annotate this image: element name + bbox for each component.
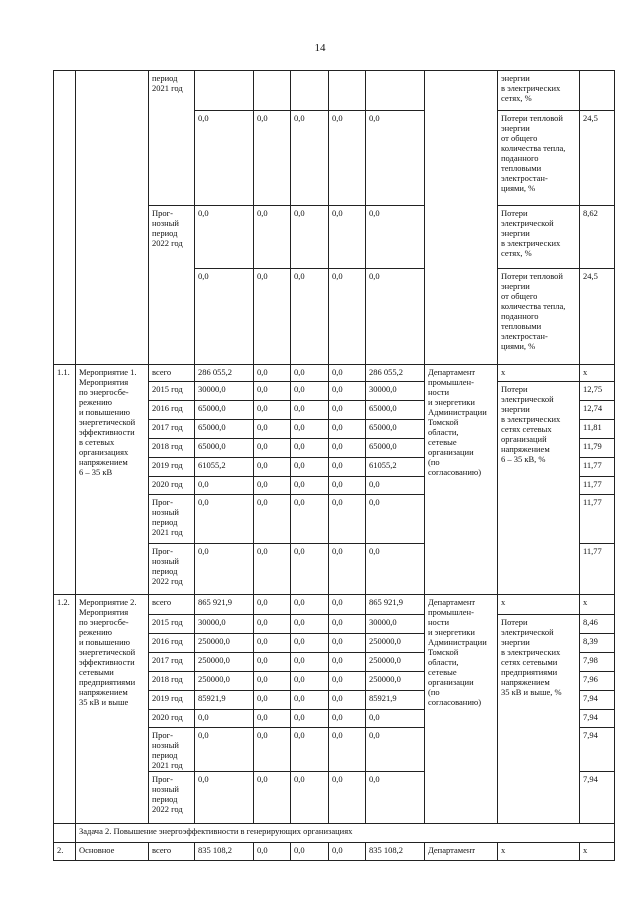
target-value-cell: 12,75	[580, 382, 615, 401]
task-title-cell: Задача 2. Повышение энергоэффективности в генерирующих организациях	[76, 824, 615, 843]
federal-budget-cell: 0,0	[254, 544, 291, 595]
extrabudgetary-cell: 865 921,9	[366, 595, 425, 615]
extrabudgetary-cell: 65000,0	[366, 401, 425, 420]
period-cell: 2019 год	[149, 691, 195, 710]
target-value-cell: х	[580, 843, 615, 861]
local-budget-cell: 0,0	[329, 772, 366, 824]
period-cell: 2017 год	[149, 653, 195, 672]
period-cell: всего	[149, 365, 195, 382]
indicator-cell: х	[498, 365, 580, 382]
total-amount-cell: 61055,2	[195, 458, 254, 477]
federal-budget-cell: 0,0	[254, 477, 291, 495]
total-amount-cell: 0,0	[195, 477, 254, 495]
local-budget-cell	[329, 71, 366, 111]
federal-budget-cell: 0,0	[254, 728, 291, 772]
regional-budget-cell: 0,0	[291, 458, 329, 477]
total-amount-cell: 250000,0	[195, 653, 254, 672]
total-amount-cell: 0,0	[195, 111, 254, 206]
indicator-cell: Потери тепловой энергии от общего количества тепла, поданного тепловыми электростан- циями, %	[498, 269, 580, 365]
table-row	[54, 71, 615, 111]
indicator-cell: х	[498, 595, 580, 615]
federal-budget-cell: 0,0	[254, 710, 291, 728]
local-budget-cell: 0,0	[329, 439, 366, 458]
total-amount-cell: 0,0	[195, 772, 254, 824]
federal-budget-cell: 0,0	[254, 439, 291, 458]
regional-budget-cell	[291, 71, 329, 111]
total-amount-cell: 250000,0	[195, 634, 254, 653]
local-budget-cell: 0,0	[329, 653, 366, 672]
period-cell: 2020 год	[149, 710, 195, 728]
period-cell: 2018 год	[149, 672, 195, 691]
executor-cell	[425, 71, 498, 365]
regional-budget-cell: 0,0	[291, 595, 329, 615]
target-value-cell: 11,81	[580, 420, 615, 439]
indicator-cell: Потери электрической энергии в электрических сетях сетевыми предприятиями напряжением 35 кВ и выше, %	[498, 615, 580, 824]
program-table	[53, 70, 615, 861]
total-amount-cell: 0,0	[195, 710, 254, 728]
period-cell: 2020 год	[149, 477, 195, 495]
regional-budget-cell: 0,0	[291, 439, 329, 458]
regional-budget-cell: 0,0	[291, 728, 329, 772]
period-cell: Прог- нозный период 2022 год	[149, 772, 195, 824]
period-cell: 2015 год	[149, 382, 195, 401]
table-row	[54, 843, 615, 861]
federal-budget-cell: 0,0	[254, 365, 291, 382]
regional-budget-cell: 0,0	[291, 382, 329, 401]
table-body	[54, 71, 615, 861]
federal-budget-cell	[254, 71, 291, 111]
target-value-cell: 11,77	[580, 458, 615, 477]
total-amount-cell: 0,0	[195, 495, 254, 544]
federal-budget-cell: 0,0	[254, 772, 291, 824]
period-cell: Прог- нозный период 2022 год	[149, 206, 195, 365]
regional-budget-cell: 0,0	[291, 691, 329, 710]
regional-budget-cell: 0,0	[291, 269, 329, 365]
table-row	[54, 365, 615, 382]
target-value-cell: 7,94	[580, 710, 615, 728]
table-row	[54, 595, 615, 615]
federal-budget-cell: 0,0	[254, 458, 291, 477]
regional-budget-cell: 0,0	[291, 365, 329, 382]
indicator-cell: Потери электрической энергии в электрических сетях, %	[498, 206, 580, 269]
federal-budget-cell: 0,0	[254, 382, 291, 401]
target-value-cell: 11,79	[580, 439, 615, 458]
extrabudgetary-cell: 286 055,2	[366, 365, 425, 382]
table-row	[54, 824, 615, 843]
regional-budget-cell: 0,0	[291, 477, 329, 495]
executor-cell: Департамент промышлен- ности и энергетики Администрации Томской области, сетевые организации (по согласованию)	[425, 595, 498, 824]
local-budget-cell: 0,0	[329, 615, 366, 634]
row-number-cell: 1.2.	[54, 595, 76, 824]
local-budget-cell: 0,0	[329, 458, 366, 477]
local-budget-cell: 0,0	[329, 710, 366, 728]
total-amount-cell: 65000,0	[195, 439, 254, 458]
extrabudgetary-cell: 250000,0	[366, 672, 425, 691]
extrabudgetary-cell: 85921,9	[366, 691, 425, 710]
target-value-cell	[580, 71, 615, 111]
target-value-cell: 7,96	[580, 672, 615, 691]
period-cell: 2017 год	[149, 420, 195, 439]
regional-budget-cell: 0,0	[291, 772, 329, 824]
target-value-cell: 12,74	[580, 401, 615, 420]
period-cell: всего	[149, 843, 195, 861]
extrabudgetary-cell: 0,0	[366, 111, 425, 206]
total-amount-cell: 85921,9	[195, 691, 254, 710]
indicator-cell: х	[498, 843, 580, 861]
target-value-cell: 11,77	[580, 544, 615, 595]
federal-budget-cell: 0,0	[254, 595, 291, 615]
federal-budget-cell: 0,0	[254, 672, 291, 691]
row-number-cell	[54, 71, 76, 365]
extrabudgetary-cell: 0,0	[366, 728, 425, 772]
local-budget-cell: 0,0	[329, 672, 366, 691]
regional-budget-cell: 0,0	[291, 710, 329, 728]
target-value-cell: 11,77	[580, 477, 615, 495]
total-amount-cell: 0,0	[195, 206, 254, 269]
executor-cell: Департамент	[425, 843, 498, 861]
extrabudgetary-cell: 0,0	[366, 477, 425, 495]
local-budget-cell: 0,0	[329, 544, 366, 595]
target-value-cell: 7,98	[580, 653, 615, 672]
federal-budget-cell: 0,0	[254, 843, 291, 861]
extrabudgetary-cell: 0,0	[366, 772, 425, 824]
period-cell: период 2021 год	[149, 71, 195, 206]
measure-name-cell: Мероприятие 1. Мероприятия по энергосбе- режению и повышению энергетической эффективности в сетевых организациях напряжением 6 – 35 кВ	[76, 365, 149, 595]
local-budget-cell: 0,0	[329, 634, 366, 653]
period-cell: 2016 год	[149, 401, 195, 420]
local-budget-cell: 0,0	[329, 728, 366, 772]
period-cell: 2015 год	[149, 615, 195, 634]
regional-budget-cell: 0,0	[291, 615, 329, 634]
target-value-cell: 7,94	[580, 772, 615, 824]
local-budget-cell: 0,0	[329, 269, 366, 365]
total-amount-cell: 250000,0	[195, 672, 254, 691]
extrabudgetary-cell: 835 108,2	[366, 843, 425, 861]
local-budget-cell: 0,0	[329, 206, 366, 269]
regional-budget-cell: 0,0	[291, 420, 329, 439]
extrabudgetary-cell: 30000,0	[366, 382, 425, 401]
local-budget-cell: 0,0	[329, 595, 366, 615]
row-number-cell: 2.	[54, 843, 76, 861]
total-amount-cell: 0,0	[195, 269, 254, 365]
target-value-cell: х	[580, 595, 615, 615]
period-cell: Прог- нозный период 2022 год	[149, 544, 195, 595]
target-value-cell: 8,46	[580, 615, 615, 634]
regional-budget-cell: 0,0	[291, 843, 329, 861]
regional-budget-cell: 0,0	[291, 111, 329, 206]
federal-budget-cell: 0,0	[254, 691, 291, 710]
extrabudgetary-cell	[366, 71, 425, 111]
regional-budget-cell: 0,0	[291, 634, 329, 653]
target-value-cell: 8,39	[580, 634, 615, 653]
target-value-cell: 8,62	[580, 206, 615, 269]
total-amount-cell: 30000,0	[195, 615, 254, 634]
federal-budget-cell: 0,0	[254, 495, 291, 544]
local-budget-cell: 0,0	[329, 691, 366, 710]
regional-budget-cell: 0,0	[291, 653, 329, 672]
federal-budget-cell: 0,0	[254, 111, 291, 206]
regional-budget-cell: 0,0	[291, 401, 329, 420]
local-budget-cell: 0,0	[329, 420, 366, 439]
regional-budget-cell: 0,0	[291, 495, 329, 544]
page-number: 14	[314, 42, 326, 54]
period-cell: 2018 год	[149, 439, 195, 458]
target-value-cell: 7,94	[580, 728, 615, 772]
federal-budget-cell: 0,0	[254, 634, 291, 653]
federal-budget-cell: 0,0	[254, 420, 291, 439]
extrabudgetary-cell: 0,0	[366, 269, 425, 365]
period-cell: 2016 год	[149, 634, 195, 653]
regional-budget-cell: 0,0	[291, 672, 329, 691]
extrabudgetary-cell: 250000,0	[366, 634, 425, 653]
total-amount-cell: 0,0	[195, 728, 254, 772]
period-cell: Прог- нозный период 2021 год	[149, 728, 195, 772]
total-amount-cell: 286 055,2	[195, 365, 254, 382]
total-amount-cell: 30000,0	[195, 382, 254, 401]
total-amount-cell: 0,0	[195, 544, 254, 595]
extrabudgetary-cell: 0,0	[366, 206, 425, 269]
period-cell: 2019 год	[149, 458, 195, 477]
federal-budget-cell: 0,0	[254, 269, 291, 365]
federal-budget-cell: 0,0	[254, 615, 291, 634]
regional-budget-cell: 0,0	[291, 544, 329, 595]
row-number-cell: 1.1.	[54, 365, 76, 595]
target-value-cell: 7,94	[580, 691, 615, 710]
total-amount-cell	[195, 71, 254, 111]
measure-name-cell: Основное	[76, 843, 149, 861]
federal-budget-cell: 0,0	[254, 206, 291, 269]
period-cell: Прог- нозный период 2021 год	[149, 495, 195, 544]
total-amount-cell: 65000,0	[195, 420, 254, 439]
regional-budget-cell: 0,0	[291, 206, 329, 269]
local-budget-cell: 0,0	[329, 365, 366, 382]
measure-name-cell	[76, 71, 149, 365]
local-budget-cell: 0,0	[329, 495, 366, 544]
extrabudgetary-cell: 0,0	[366, 710, 425, 728]
local-budget-cell: 0,0	[329, 382, 366, 401]
measure-name-cell: Мероприятие 2. Мероприятия по энергосбе- режению и повышению энергетической эффективности сетевыми предприятиями напряжением 35 кВ и выше	[76, 595, 149, 824]
extrabudgetary-cell: 250000,0	[366, 653, 425, 672]
target-value-cell: х	[580, 365, 615, 382]
indicator-cell: Потери электрической энергии в электрических сетях сетевых организаций напряжением 6 – 35 кВ, %	[498, 382, 580, 595]
extrabudgetary-cell: 65000,0	[366, 439, 425, 458]
total-amount-cell: 835 108,2	[195, 843, 254, 861]
federal-budget-cell: 0,0	[254, 401, 291, 420]
row-number-cell	[54, 824, 76, 843]
local-budget-cell: 0,0	[329, 843, 366, 861]
period-cell: всего	[149, 595, 195, 615]
local-budget-cell: 0,0	[329, 111, 366, 206]
executor-cell: Департамент промышлен- ности и энергетики Администрации Томской области, сетевые организации (по согласованию)	[425, 365, 498, 595]
target-value-cell: 11,77	[580, 495, 615, 544]
extrabudgetary-cell: 0,0	[366, 544, 425, 595]
local-budget-cell: 0,0	[329, 401, 366, 420]
indicator-cell: Потери тепловой энергии от общего количества тепла, поданного тепловыми электростан- циями, %	[498, 111, 580, 206]
total-amount-cell: 65000,0	[195, 401, 254, 420]
total-amount-cell: 865 921,9	[195, 595, 254, 615]
federal-budget-cell: 0,0	[254, 653, 291, 672]
extrabudgetary-cell: 30000,0	[366, 615, 425, 634]
indicator-cell: энергии в электрических сетях, %	[498, 71, 580, 111]
extrabudgetary-cell: 0,0	[366, 495, 425, 544]
target-value-cell: 24,5	[580, 269, 615, 365]
extrabudgetary-cell: 61055,2	[366, 458, 425, 477]
extrabudgetary-cell: 65000,0	[366, 420, 425, 439]
target-value-cell: 24,5	[580, 111, 615, 206]
local-budget-cell: 0,0	[329, 477, 366, 495]
